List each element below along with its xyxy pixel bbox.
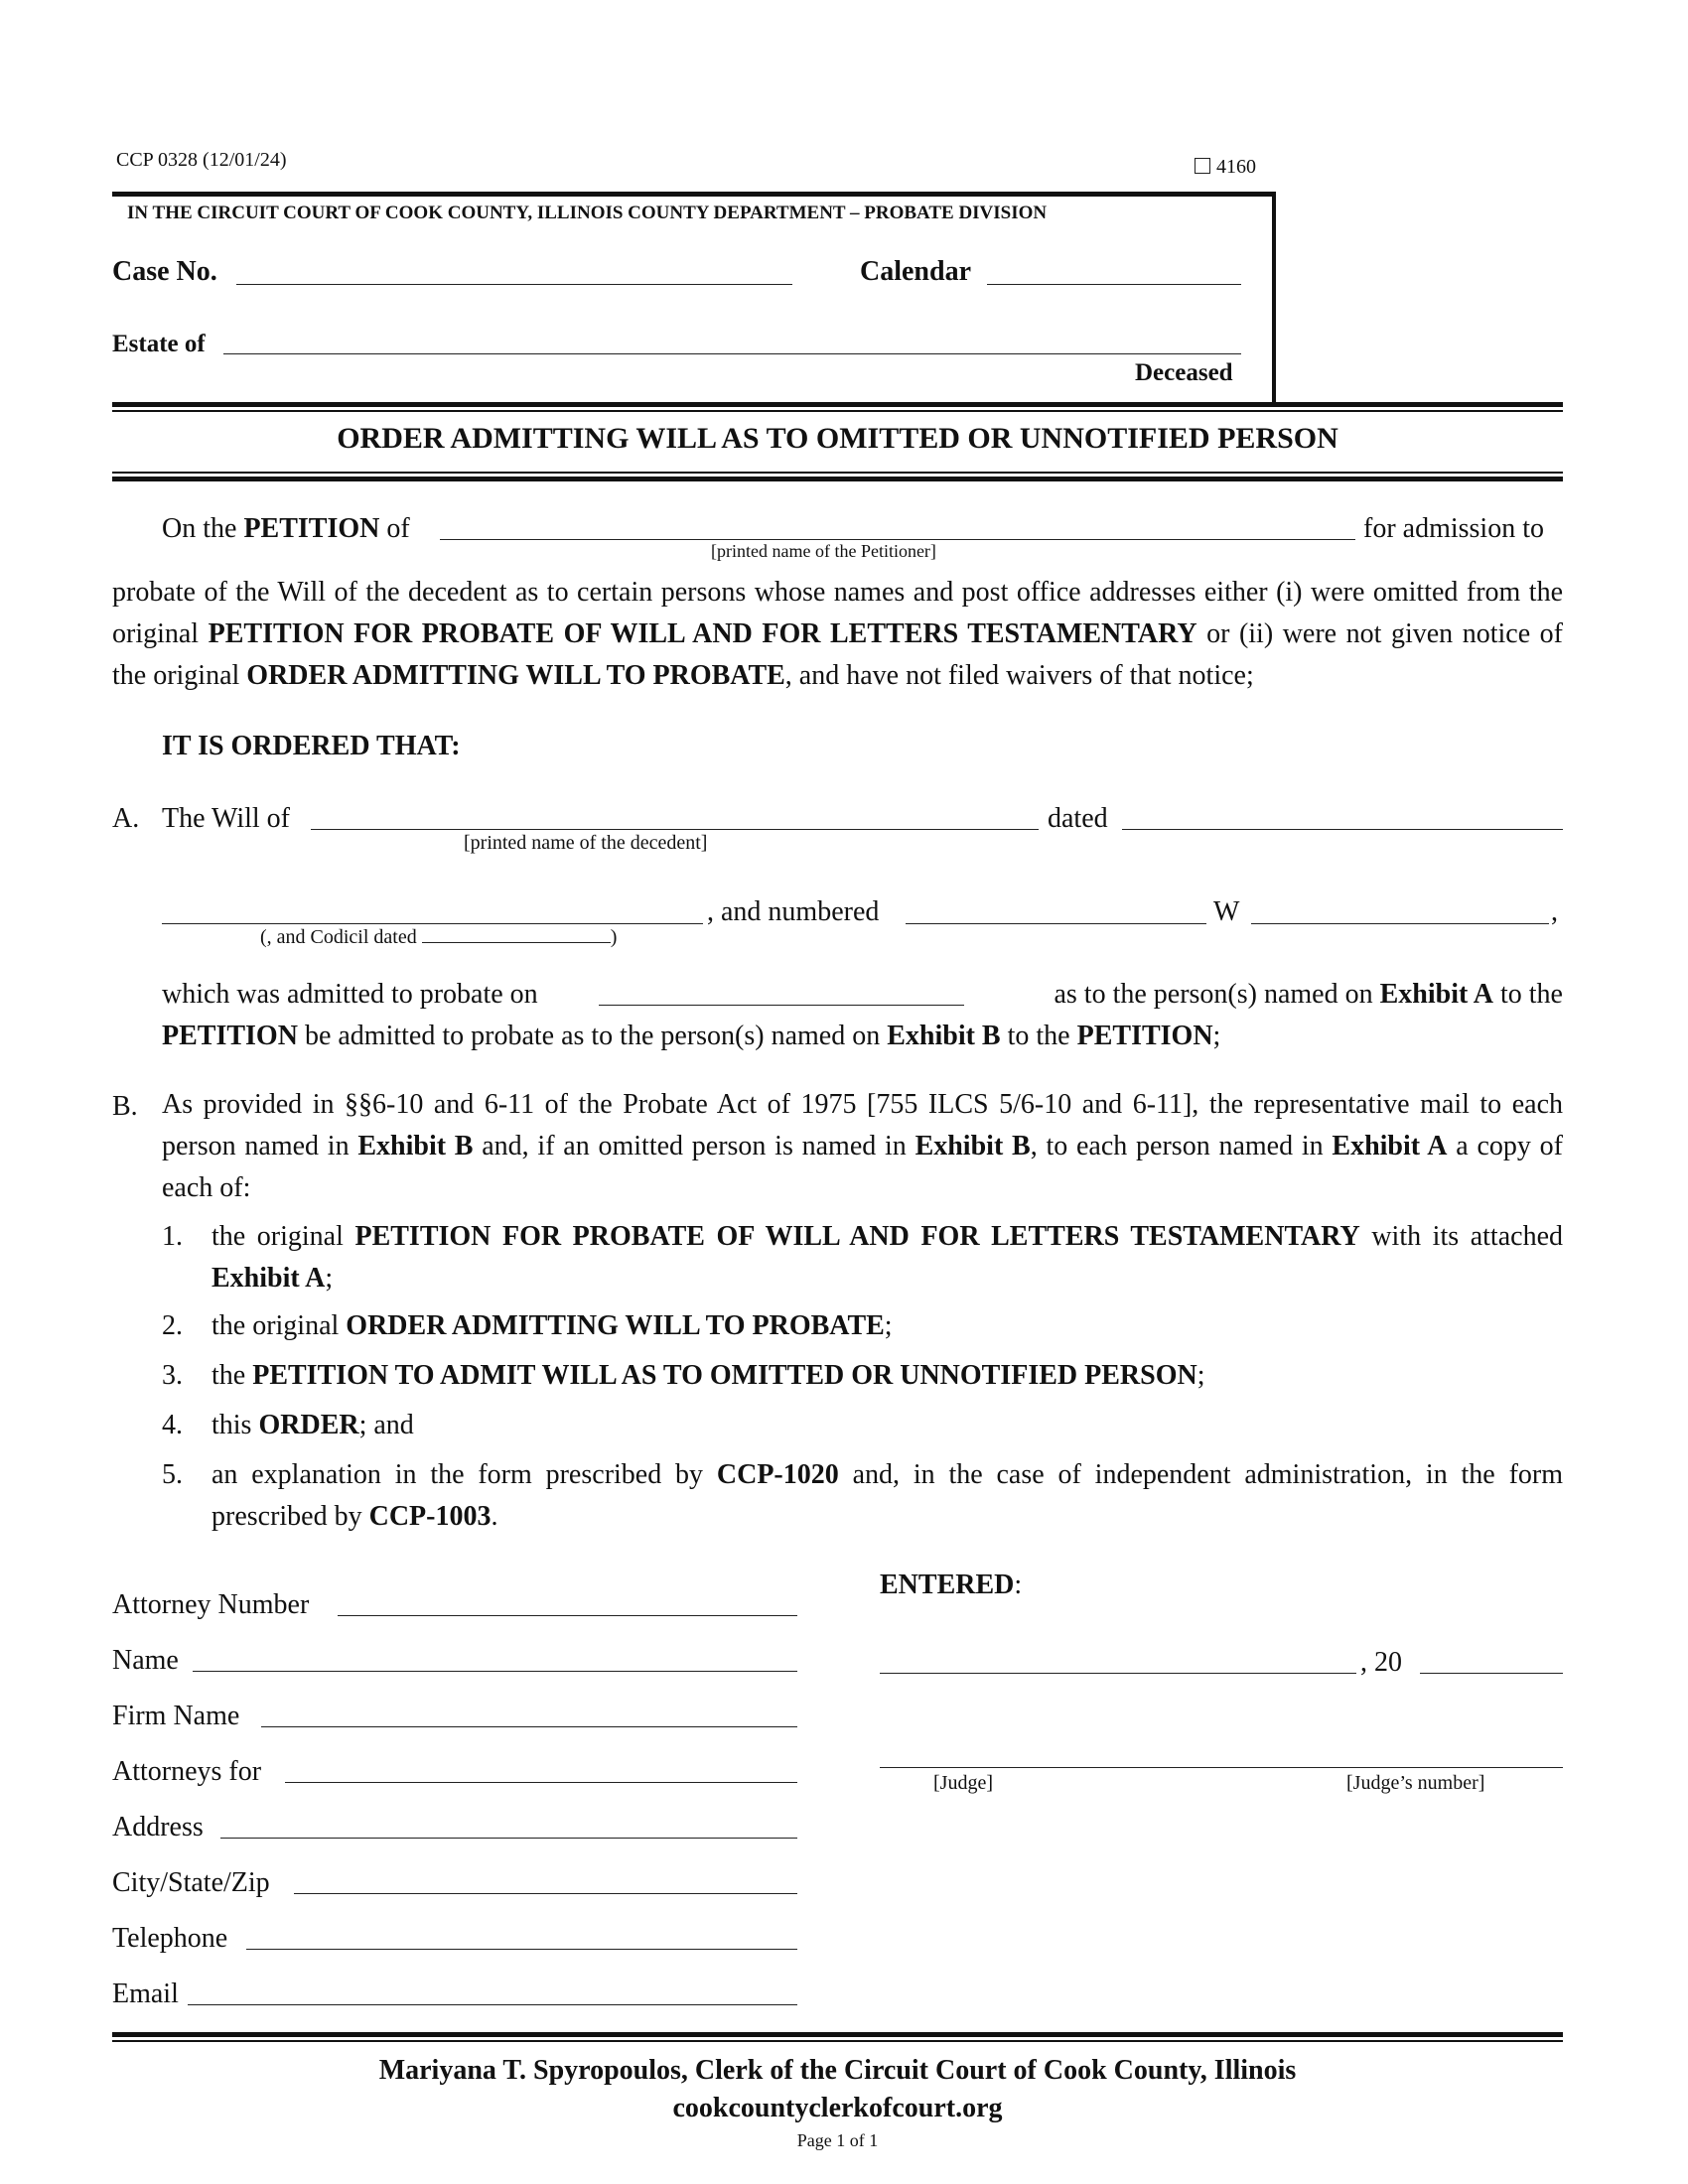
estate-of-label: Estate of (112, 331, 206, 357)
admitted-to-the: to the (1493, 979, 1563, 1010)
b-text-3: , to each person named in (1030, 1131, 1333, 1161)
codicil-caption-2: ) (610, 926, 618, 948)
item-pre: the (211, 1360, 253, 1391)
list-item-text (211, 1355, 1563, 1397)
codicil-caption-blank (422, 928, 611, 943)
intro-bold-1: PETITION FOR PROBATE OF WILL AND FOR LETTERS TESTAMENTARY (208, 618, 1197, 649)
admitted-exhibit-b: Exhibit B (887, 1021, 1001, 1051)
item-mid: and, in the case of independent administration, in the form prescribed by (211, 1459, 1563, 1532)
intro-text-3: , and have not filed waivers of that notice; (784, 660, 1254, 691)
item-post: ; (1196, 1360, 1205, 1391)
list-item-text (211, 1405, 1563, 1446)
name-label: Name (112, 1645, 179, 1676)
item-post: ; (884, 1310, 893, 1341)
page-number: Page 1 of 1 (796, 2130, 879, 2150)
section-a-letter: A. (112, 803, 140, 834)
form-code: CCP 0328 (12/01/24) (116, 149, 287, 171)
firm-name-label: Firm Name (112, 1701, 240, 1731)
city-state-zip-field[interactable] (294, 1893, 797, 1894)
admitted-petition: PETITION (162, 1021, 298, 1051)
item-bold-2: Exhibit A (211, 1263, 326, 1294)
list-item-number: 5. (162, 1459, 183, 1490)
petitioner-name-field[interactable] (440, 539, 1355, 540)
item-pre: the original (211, 1221, 355, 1252)
telephone-field[interactable] (246, 1949, 797, 1950)
email-label: Email (112, 1979, 179, 2009)
intro-text-2: or (ii) were not given notice of the original (112, 618, 1563, 691)
case-no-label: Case No. (112, 256, 217, 287)
item-bold: PETITION TO ADMIT WILL AS TO OMITTED OR UNNOTIFIED PERSON (252, 1360, 1197, 1391)
will-of-label: The Will of (162, 803, 290, 834)
admitted-semi: ; (1212, 1021, 1221, 1051)
firm-name-field[interactable] (261, 1726, 797, 1727)
numbered-field[interactable] (906, 923, 1206, 924)
b-text-2: and, if an omitted person is named in (473, 1131, 915, 1161)
petitioner-caption: [printed name of the Petitioner] (711, 541, 936, 561)
intro-of: of (379, 513, 410, 544)
item-bold: ORDER (258, 1410, 359, 1440)
decedent-caption: [printed name of the decedent] (464, 832, 708, 854)
item-bold: ORDER ADMITTING WILL TO PROBATE (346, 1310, 885, 1341)
item-pre: this (211, 1410, 259, 1440)
entered-label-text: ENTERED (880, 1570, 1015, 1600)
year-prefix: , 20 (1360, 1647, 1402, 1678)
admitted-date-field[interactable] (599, 1005, 964, 1006)
list-item-number: 3. (162, 1360, 183, 1391)
year-field[interactable] (1420, 1673, 1563, 1674)
item-post: . (491, 1501, 498, 1532)
intro-petition: PETITION (243, 513, 380, 544)
dated-label: dated (1048, 803, 1108, 834)
item-bold: CCP-1020 (716, 1459, 839, 1490)
footer-rule-thin (112, 2040, 1563, 2042)
item-bold-2: CCP-1003 (368, 1501, 492, 1532)
estate-of-field[interactable] (223, 353, 1241, 354)
admitted-text-2a: as to the person(s) named on (1054, 979, 1380, 1010)
judge-signature-field[interactable] (880, 1767, 1563, 1768)
telephone-label: Telephone (112, 1923, 228, 1954)
admitted-exhibit-a: Exhibit A (1379, 979, 1493, 1010)
deceased-label: Deceased (1135, 359, 1233, 386)
entered-date-field[interactable] (880, 1673, 1356, 1674)
attorney-number-field[interactable] (338, 1615, 797, 1616)
address-label: Address (112, 1812, 204, 1843)
b-exhibit-b: Exhibit B (357, 1131, 474, 1161)
for-admission: for admission to (1363, 513, 1544, 544)
list-item-number: 2. (162, 1310, 183, 1341)
address-field[interactable] (220, 1838, 797, 1839)
w-comma: , (1551, 896, 1558, 927)
intro-on-the: On the (162, 513, 244, 544)
intro-bold-2: ORDER ADMITTING WILL TO PROBATE (246, 660, 785, 691)
and-numbered-label: , and numbered (707, 896, 880, 927)
admitted-text-3a: be admitted to probate as to the person(s) named on (297, 1021, 888, 1051)
b-text-4: a copy of each of: (162, 1131, 1563, 1203)
judge-number-caption: [Judge’s number] (1346, 1772, 1485, 1794)
section-b-letter: B. (112, 1091, 138, 1122)
title-rule-top-thin (112, 410, 1563, 412)
will-date-field[interactable] (1122, 829, 1563, 830)
entered-label (880, 1569, 1022, 1602)
court-line: IN THE CIRCUIT COURT OF COOK COUNTY, ILLINOIS COUNTY DEPARTMENT – PROBATE DIVISION (127, 203, 1048, 223)
footer-rule-thick (112, 2032, 1563, 2037)
admitted-to-the-2: to the (1000, 1021, 1077, 1051)
b-text-1: As provided in §§6-10 and 6-11 of the Probate Act of 1975 [755 ILCS 5/6-10 and 6-11], the representative mail to each person named in (162, 1089, 1563, 1161)
b-exhibit-a: Exhibit A (1332, 1131, 1448, 1161)
form-number (1195, 156, 1256, 179)
admitted-text-2 (975, 978, 1563, 1012)
w-number-field[interactable] (1251, 923, 1549, 924)
item-post: ; (325, 1263, 334, 1294)
city-state-zip-label: City/State/Zip (112, 1867, 270, 1898)
list-item-text (211, 1454, 1563, 1538)
attorneys-for-label: Attorneys for (112, 1756, 262, 1787)
title-rule-bottom (112, 477, 1563, 481)
item-pre: the original (211, 1310, 347, 1341)
clerk-line: Mariyana T. Spyropoulos, Clerk of the Circuit Court of Cook County, Illinois (378, 2055, 1297, 2086)
entered-colon: : (1014, 1570, 1023, 1600)
w-label: W (1213, 896, 1240, 927)
intro-paragraph (112, 572, 1563, 697)
attorney-number-label: Attorney Number (112, 1589, 310, 1620)
item-bold: PETITION FOR PROBATE OF WILL AND FOR LETTERS TESTAMENTARY (354, 1221, 1360, 1252)
calendar-field[interactable] (987, 284, 1241, 285)
admitted-petition-2: PETITION (1076, 1021, 1213, 1051)
list-item-text (211, 1305, 1563, 1347)
attorneys-for-field[interactable] (285, 1782, 797, 1783)
page-title: ORDER ADMITTING WILL AS TO OMITTED OR UNNOTIFIED PERSON (337, 422, 1338, 455)
it-is-ordered: IT IS ORDERED THAT: (162, 731, 461, 761)
website-link[interactable]: cookcountyclerkofcourt.org (672, 2093, 1003, 2123)
codicil-caption (260, 926, 617, 949)
list-item-number: 4. (162, 1410, 183, 1440)
judge-caption: [Judge] (933, 1772, 993, 1794)
decedent-name-field[interactable] (311, 829, 1039, 830)
b-exhibit-b-2: Exhibit B (914, 1131, 1031, 1161)
admitted-on-label: which was admitted to probate on (162, 979, 538, 1010)
title-rule-top (112, 402, 1563, 407)
list-item-text (211, 1216, 1563, 1299)
admitted-text-3 (162, 1020, 1220, 1053)
intro-start (162, 512, 410, 546)
item-post: ; and (358, 1410, 414, 1440)
email-field[interactable] (188, 2004, 797, 2005)
item-pre: an explanation in the form prescribed by (211, 1459, 717, 1490)
item-mid: with its attached (1359, 1221, 1563, 1252)
section-b-paragraph (162, 1084, 1563, 1209)
codicil-date-field[interactable] (162, 923, 703, 924)
calendar-label: Calendar (860, 256, 971, 287)
form-number-text: 4160 (1216, 156, 1256, 178)
title-rule-bottom-thin (112, 472, 1563, 474)
intro-text-1: probate of the Will of the decedent as to certain persons whose names and post office addresses either (i) were omitted from the original (112, 577, 1563, 649)
case-no-field[interactable] (236, 284, 792, 285)
codicil-caption-1: (, and Codicil dated (260, 926, 422, 948)
name-field[interactable] (193, 1671, 797, 1672)
checkbox[interactable] (1195, 158, 1210, 174)
list-item-number: 1. (162, 1221, 183, 1252)
